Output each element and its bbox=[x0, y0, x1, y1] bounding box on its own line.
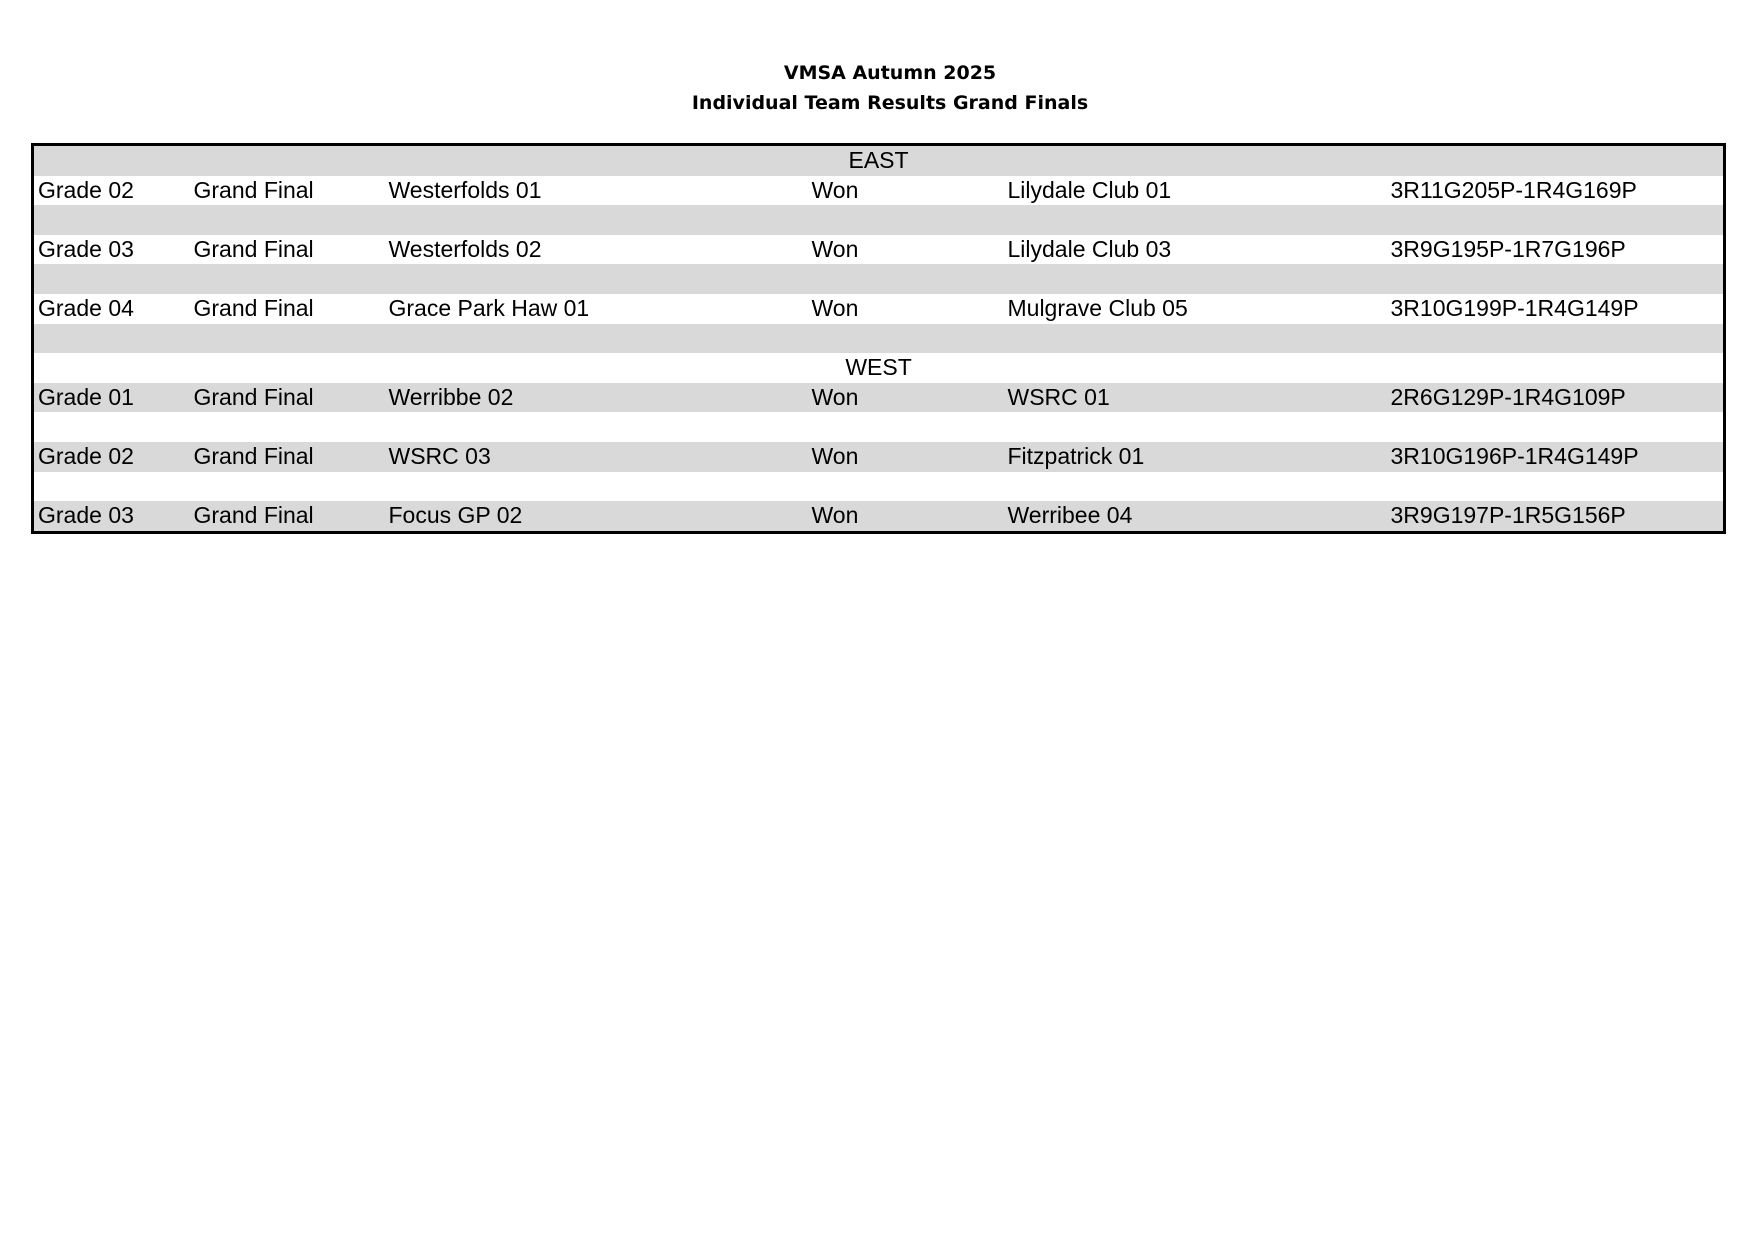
table-row bbox=[33, 442, 1725, 472]
document-title: VMSA Autumn 2025 bbox=[783, 62, 997, 84]
score-cell: 3R10G199P-1R4G149P bbox=[1387, 294, 1725, 324]
region-header-east bbox=[33, 145, 1725, 176]
opponent-cell: Lilydale Club 01 bbox=[1004, 176, 1387, 206]
table-row bbox=[33, 235, 1725, 265]
region-label: WEST bbox=[33, 353, 1725, 383]
grade-cell: Grade 02 bbox=[33, 442, 190, 472]
round-cell: Grand Final bbox=[190, 501, 385, 532]
spacer-row bbox=[33, 324, 1725, 354]
spacer-row bbox=[33, 205, 1725, 235]
region-label: EAST bbox=[33, 145, 1725, 176]
score-cell: 3R9G195P-1R7G196P bbox=[1387, 235, 1725, 265]
results-table bbox=[31, 143, 1726, 534]
team-cell: Grace Park Haw 01 bbox=[385, 294, 808, 324]
spacer-row bbox=[33, 412, 1725, 442]
outcome-cell: Won bbox=[808, 501, 1004, 532]
grade-cell: Grade 02 bbox=[33, 176, 190, 206]
table-row bbox=[33, 176, 1725, 206]
grade-cell: Grade 04 bbox=[33, 294, 190, 324]
outcome-cell: Won bbox=[808, 383, 1004, 413]
opponent-cell: WSRC 01 bbox=[1004, 383, 1387, 413]
score-cell: 3R9G197P-1R5G156P bbox=[1387, 501, 1725, 532]
opponent-cell: Mulgrave Club 05 bbox=[1004, 294, 1387, 324]
grade-cell: Grade 01 bbox=[33, 383, 190, 413]
opponent-cell: Lilydale Club 03 bbox=[1004, 235, 1387, 265]
grade-cell: Grade 03 bbox=[33, 235, 190, 265]
opponent-cell: Werribee 04 bbox=[1004, 501, 1387, 532]
score-cell: 3R11G205P-1R4G169P bbox=[1387, 176, 1725, 206]
spacer-row bbox=[33, 264, 1725, 294]
document-subtitle: Individual Team Results Grand Finals bbox=[691, 92, 1089, 114]
table-row bbox=[33, 294, 1725, 324]
spacer-row bbox=[33, 472, 1725, 502]
outcome-cell: Won bbox=[808, 442, 1004, 472]
team-cell: WSRC 03 bbox=[385, 442, 808, 472]
team-cell: Westerfolds 01 bbox=[385, 176, 808, 206]
round-cell: Grand Final bbox=[190, 294, 385, 324]
outcome-cell: Won bbox=[808, 294, 1004, 324]
region-header-west bbox=[33, 353, 1725, 383]
opponent-cell: Fitzpatrick 01 bbox=[1004, 442, 1387, 472]
grade-cell: Grade 03 bbox=[33, 501, 190, 532]
round-cell: Grand Final bbox=[190, 176, 385, 206]
score-cell: 3R10G196P-1R4G149P bbox=[1387, 442, 1725, 472]
round-cell: Grand Final bbox=[190, 235, 385, 265]
outcome-cell: Won bbox=[808, 176, 1004, 206]
team-cell: Focus GP 02 bbox=[385, 501, 808, 532]
score-cell: 2R6G129P-1R4G109P bbox=[1387, 383, 1725, 413]
team-cell: Werribbe 02 bbox=[385, 383, 808, 413]
round-cell: Grand Final bbox=[190, 442, 385, 472]
round-cell: Grand Final bbox=[190, 383, 385, 413]
table-row bbox=[33, 383, 1725, 413]
outcome-cell: Won bbox=[808, 235, 1004, 265]
document-header bbox=[0, 58, 1753, 118]
table-row bbox=[33, 501, 1725, 532]
team-cell: Westerfolds 02 bbox=[385, 235, 808, 265]
